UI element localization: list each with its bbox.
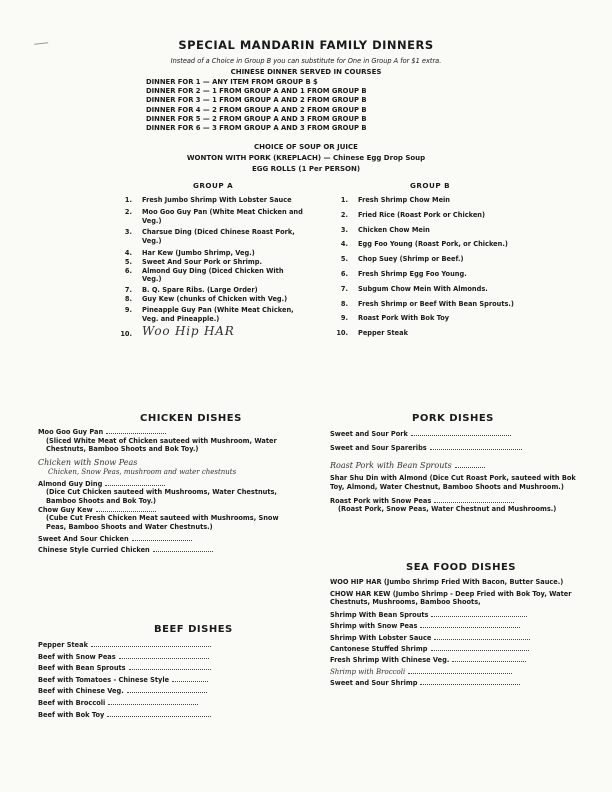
- handwritten-description: Chicken, Snow Peas, mushroom and water chestnuts: [48, 467, 237, 476]
- list-item: Moo Goo Guy Pan: [38, 428, 282, 437]
- list-item: Shrimp With Lobster Sauce: [330, 633, 576, 644]
- list-item: WOO HIP HAR (Jumbo Shrimp Fried With Bacon, Butter Sauce.): [330, 578, 564, 586]
- dinner-row: DINNER FOR 5 — 2 FROM GROUP A AND 3 FROM GROUP B: [146, 114, 367, 123]
- list-item: 2. Moo Goo Guy Pan (White Meat Chicken and Veg.): [124, 207, 303, 225]
- dinner-row: DINNER FOR 2 — 1 FROM GROUP A AND 1 FROM GROUP B: [146, 87, 367, 96]
- list-item: 1. Fresh Jumbo Shrimp With Lobster Sauce: [124, 196, 292, 204]
- dinner-row: DINNER FOR 1 — ANY ITEM FROM GROUP B $: [146, 78, 318, 86]
- list-item: Sweet and Sour Spareribs: [330, 444, 576, 453]
- dinner-row: DINNER FOR 3 — 1 FROM GROUP A AND 2 FROM GROUP B: [146, 96, 367, 105]
- pork-list: [330, 430, 576, 514]
- list-item: 6. Fresh Shrimp Egg Foo Young.: [340, 269, 467, 278]
- list-item: Beef with Chinese Veg.: [38, 686, 282, 698]
- list-item: Chow Guy Kew: [38, 506, 282, 515]
- list-item: 3. Chicken Chow Mein: [340, 225, 430, 234]
- list-item: Sweet and Sour Shrimp: [330, 678, 576, 689]
- dinner-list: [146, 78, 367, 133]
- list-item: 10. Woo Hip HAR: [120, 324, 235, 339]
- substitute-note: Instead of a Choice in Group B you can substitute for One in Group A for $1 extra.: [170, 57, 442, 65]
- list-item: Shar Shu Din with Almond (Dice Cut Roast Pork, sauteed with Bok Toy, Almond, Water Chestnut, Bamboo Shoots and Mushroom.): [330, 474, 576, 491]
- list-item: Almond Guy Ding: [38, 480, 282, 489]
- chicken-list: [38, 428, 282, 555]
- chicken-section-title: CHICKEN DISHES: [140, 413, 242, 424]
- list-item: Beef with Bok Toy: [38, 710, 282, 722]
- group-b-list: [336, 196, 526, 338]
- seafood-section-title: SEA FOOD DISHES: [406, 562, 516, 573]
- list-item: 7. Subgum Chow Mein With Almonds.: [340, 284, 488, 293]
- list-item: Shrimp with Broccoli: [330, 667, 576, 678]
- dinner-row: DINNER FOR 6 — 3 FROM GROUP A AND 3 FROM GROUP B: [146, 124, 367, 133]
- list-item: CHOW HAR KEW (Jumbo Shrimp - Deep Fried with Bok Toy, Water Chestnuts, Mushrooms, Bamboo Shoots,: [330, 589, 572, 607]
- list-item: Fresh Shrimp With Chinese Veg.: [330, 655, 576, 666]
- dinner-row: DINNER FOR 4 — 2 FROM GROUP A AND 2 FROM GROUP B: [146, 105, 367, 114]
- soup-line: WONTON WITH PORK (KREPLACH) — Chinese Egg Drop Soup: [186, 154, 426, 162]
- list-item: 7. B. Q. Spare Ribs. (Large Order): [124, 286, 258, 295]
- handwritten-entry: Roast Pork with Bean Sprouts: [330, 461, 452, 471]
- beef-list: [38, 640, 282, 721]
- list-item: 9. Roast Pork With Bok Toy: [340, 314, 450, 323]
- list-item: [38, 459, 282, 468]
- seafood-list: [330, 578, 576, 689]
- list-item: Pepper Steak: [38, 640, 282, 652]
- page-title: SPECIAL MANDARIN FAMILY DINNERS: [178, 38, 434, 52]
- list-item: 1. Fresh Shrimp Chow Mein: [340, 196, 450, 204]
- list-item: 4. Egg Foo Young (Roast Pork, or Chicken.): [340, 240, 508, 249]
- beef-section-title: BEEF DISHES: [154, 624, 233, 635]
- list-item: Beef with Snow Peas: [38, 652, 282, 664]
- list-item: 2. Fried Rice (Roast Pork or Chicken): [340, 210, 485, 219]
- list-item: 8. Guy Kew (chunks of Chicken with Veg.): [124, 294, 288, 303]
- list-item: 3. Charsue Ding (Diced Chinese Roast Pork, Veg.): [124, 228, 295, 246]
- list-item: 5. Sweet And Sour Pork or Shrimp.: [124, 257, 262, 266]
- list-item: Sweet And Sour Chicken: [38, 535, 282, 544]
- list-item: 9. Pineapple Guy Pan (White Meat Chicken, Veg. and Pineapple.): [124, 305, 294, 323]
- list-item: Beef with Bean Sprouts: [38, 663, 282, 675]
- handwritten-entry: Woo Hip HAR: [142, 324, 235, 339]
- list-item: Chinese Style Curried Chicken: [38, 546, 282, 555]
- group-a-list: [120, 196, 304, 338]
- list-item: Sweet and Sour Pork: [330, 430, 576, 439]
- group-b-title: GROUP B: [410, 181, 451, 190]
- item-description: (Roast Pork, Snow Peas, Water Chestnut and Mushrooms.): [338, 505, 557, 514]
- soup-choice: CHOICE OF SOUP OR JUICE: [254, 143, 358, 151]
- list-item: [330, 462, 576, 471]
- handwritten-entry: Chicken with Snow Peas: [38, 458, 138, 468]
- item-description: (Sliced White Meat of Chicken sauteed with Mushroom, Water Chestnuts, Bamboo Shoots and Bok Toy.): [46, 436, 277, 454]
- list-item: 6. Almond Guy Ding (Diced Chicken With Veg.): [124, 266, 284, 284]
- list-item: Shrimp with Snow Peas: [330, 621, 576, 632]
- list-item: Shrimp With Bean Sprouts: [330, 610, 576, 621]
- list-item: Beef with Broccoli: [38, 698, 282, 710]
- served-courses: CHINESE DINNER SERVED IN COURSES: [230, 68, 382, 76]
- list-item: Cantonese Stuffed Shrimp: [330, 644, 576, 655]
- list-item: Beef with Tomatoes - Chinese Style: [38, 675, 282, 687]
- list-item: 8. Fresh Shrimp or Beef With Bean Sprouts.): [340, 299, 514, 308]
- item-description: (Cube Cut Fresh Chicken Meat sauteed with Mushrooms, Snow Peas, Bamboo Shoots and Water Chestnuts.): [46, 514, 279, 532]
- list-item: 4. Har Kew (Jumbo Shrimp, Veg.): [124, 248, 255, 257]
- pork-section-title: PORK DISHES: [412, 413, 494, 424]
- list-item: 5. Chop Suey (Shrimp or Beef.): [340, 255, 464, 264]
- item-description: (Dice Cut Chicken sauteed with Mushrooms, Water Chestnuts, Bamboo Shoots and Bok Toy.): [46, 488, 277, 505]
- list-item: 10. Pepper Steak: [336, 329, 408, 338]
- egg-rolls: EGG ROLLS (1 Per PERSON): [251, 165, 361, 173]
- list-item: Roast Pork with Snow Peas: [330, 497, 576, 506]
- group-a-title: GROUP A: [193, 181, 234, 190]
